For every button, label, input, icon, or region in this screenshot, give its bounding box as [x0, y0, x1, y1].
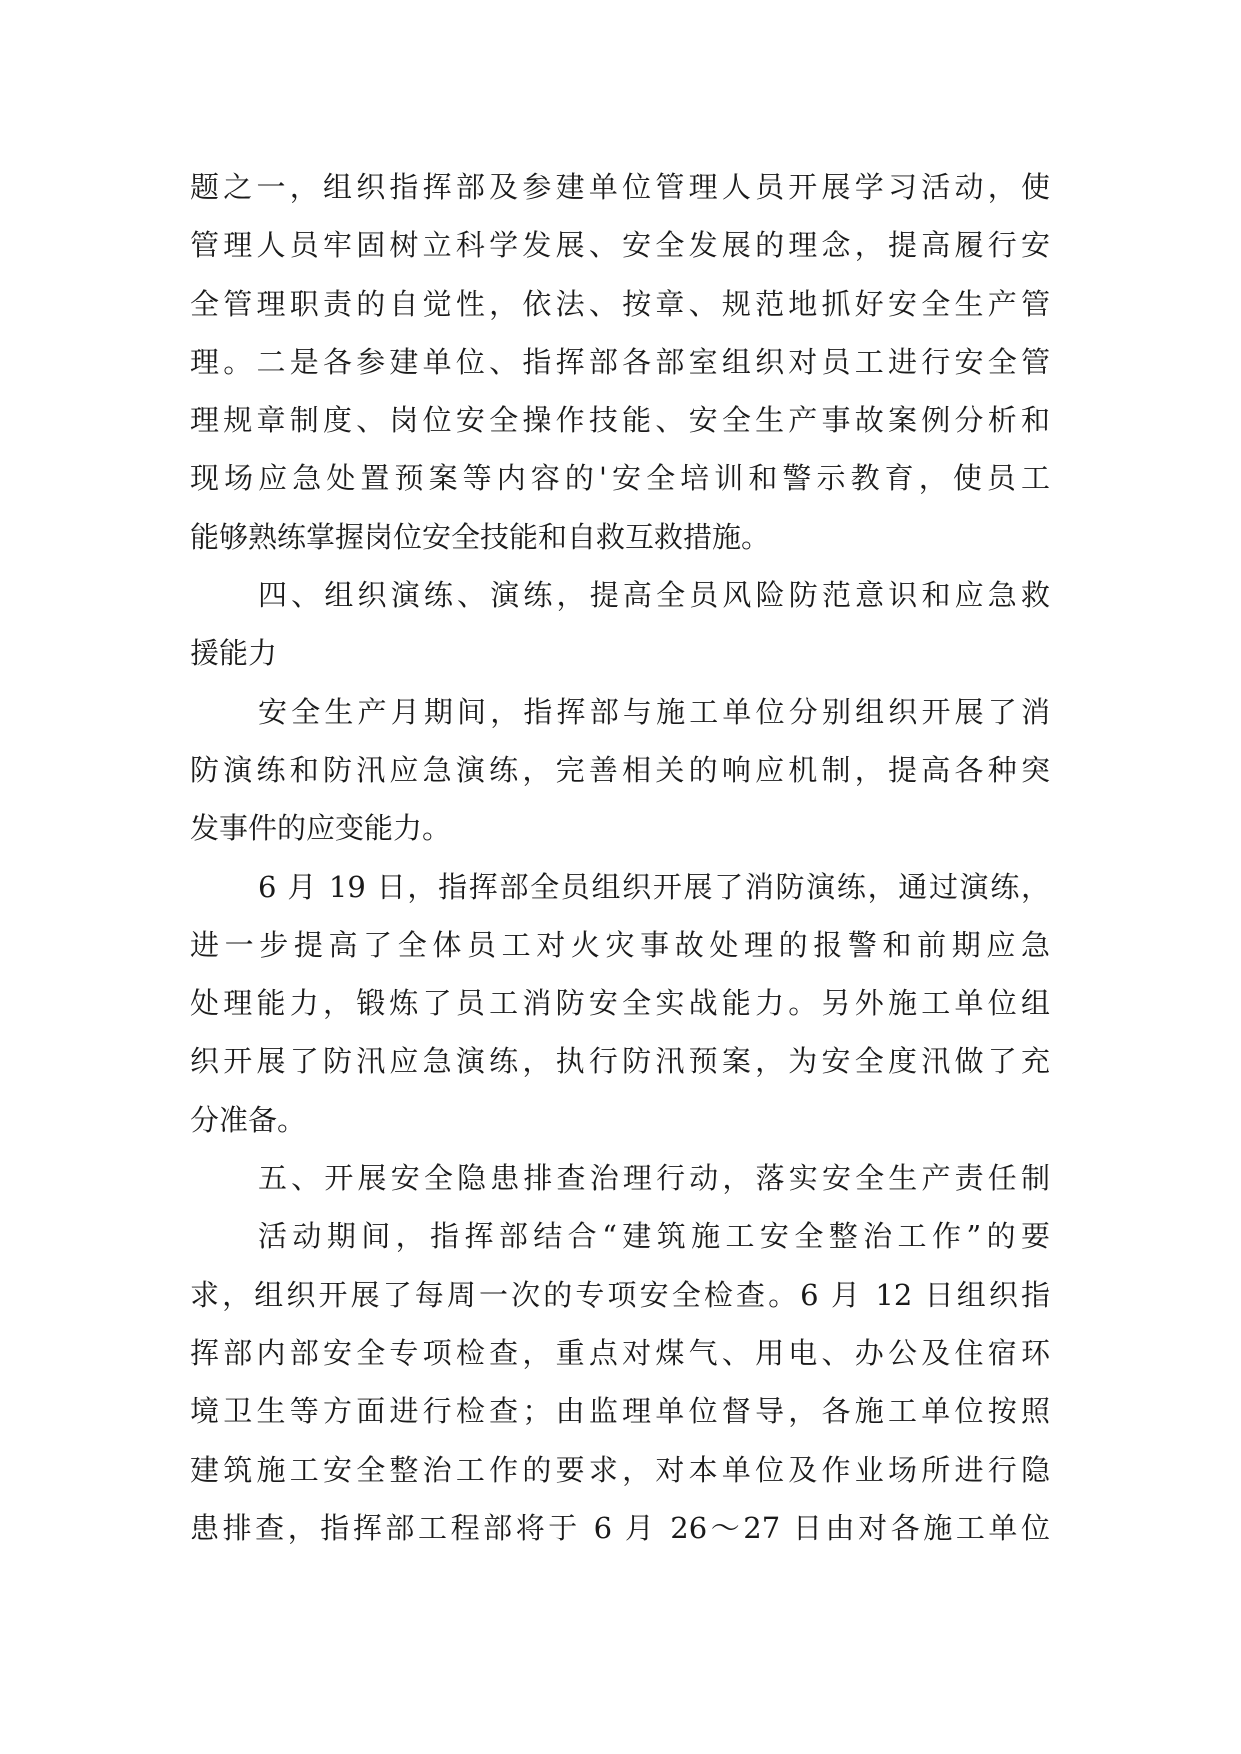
text-line: 四、组织演练、演练，提高全员风险防范意识和应急救 — [258, 578, 1050, 613]
text-line: 五、开展安全隐患排查治理行动，落实安全生产责任制 — [258, 1161, 1050, 1196]
text-line: 援能力 — [190, 636, 278, 671]
text-line: 6 月 19 日，指挥部全员组织开展了消防演练，通过演练， — [258, 869, 1050, 904]
text-line: 分准备。 — [190, 1102, 307, 1137]
text-line: 全管理职责的自觉性，依法、按章、规范地抓好安全生产管 — [190, 286, 1050, 321]
text-line: 理。二是各参建单位、指挥部各部室组织对员工进行安全管 — [190, 344, 1050, 379]
text-line: 发事件的应变能力。 — [190, 811, 452, 846]
text-line: 防演练和防汛应急演练，完善相关的响应机制，提高各种突 — [190, 752, 1050, 787]
text-line: 挥部内部安全专项检查，重点对煤气、用电、办公及住宿环 — [190, 1335, 1050, 1370]
text-line: 理规章制度、岗位安全操作技能、安全生产事故案例分析和 — [190, 403, 1050, 438]
text-line: 求，组织开展了每周一次的专项安全检查。6 月 12 日组织指 — [190, 1277, 1050, 1312]
text-line: 织开展了防汛应急演练，执行防汛预案，为安全度汛做了充 — [190, 1044, 1050, 1079]
body-text — [190, 158, 1050, 1557]
text-line: 患排查，指挥部工程部将于 6 月 26～27 日由对各施工单位 — [190, 1510, 1050, 1545]
text-line: 建筑施工安全整治工作的要求，对本单位及作业场所进行隐 — [190, 1452, 1050, 1487]
text-line: 管理人员牢固树立科学发展、安全发展的理念，提高履行安 — [190, 228, 1050, 263]
text-line: 能够熟练掌握岗位安全技能和自救互救措施。 — [190, 519, 771, 554]
text-line: 境卫生等方面进行检查；由监理单位督导，各施工单位按照 — [190, 1394, 1050, 1429]
text-line: 进一步提高了全体员工对火灾事故处理的报警和前期应急 — [190, 927, 1050, 962]
text-line: 现场应急处置预案等内容的'安全培训和警示教育，使员工 — [190, 461, 1050, 496]
text-line: 题之一，组织指挥部及参建单位管理人员开展学习活动，使 — [190, 170, 1050, 204]
text-line: 活动期间，指挥部结合“建筑施工安全整治工作”的要 — [258, 1219, 1050, 1254]
text-line: 处理能力，锻炼了员工消防安全实战能力。另外施工单位组 — [190, 986, 1050, 1021]
text-line: 安全生产月期间，指挥部与施工单位分别组织开展了消 — [258, 694, 1050, 729]
